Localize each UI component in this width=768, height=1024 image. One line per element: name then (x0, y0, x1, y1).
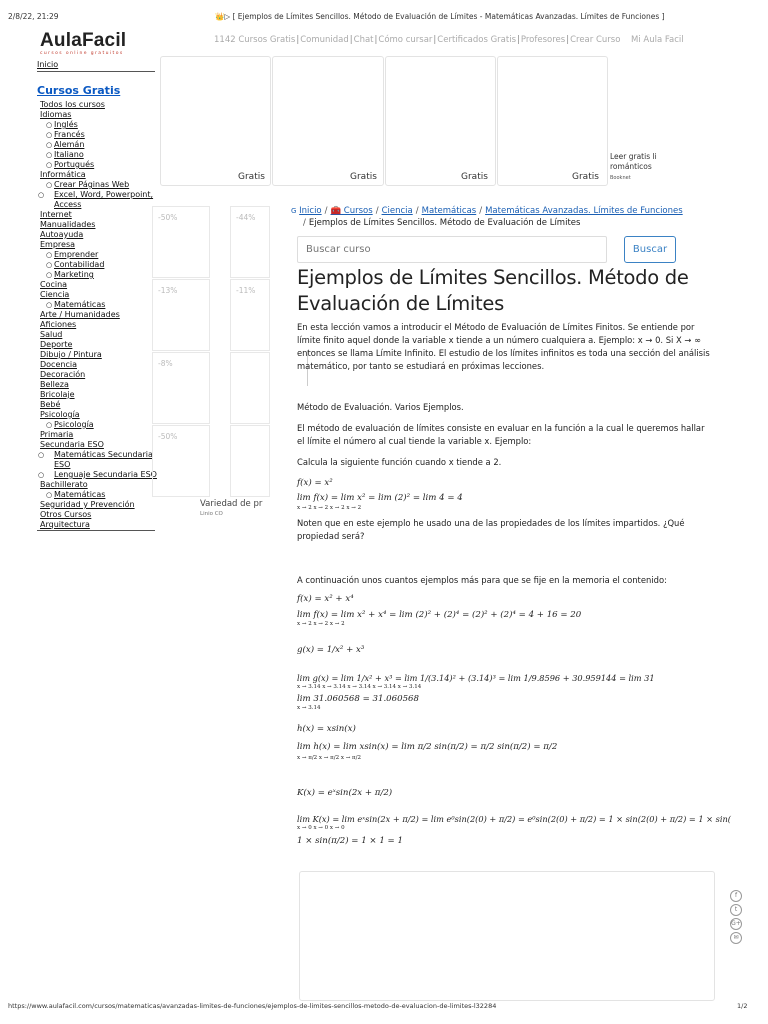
nav-my-account[interactable]: Mi Aula Facil (631, 35, 684, 45)
discount-label: -11% (236, 286, 256, 295)
example-3-subscript: x → 3.14 x → 3.14 x → 3.14 x → 3.14 x → 3.14 (297, 684, 422, 690)
discount-ad-grid[interactable] (152, 206, 270, 496)
search-input[interactable] (297, 236, 607, 263)
example-5-limit: lim K(x) = lim eˣsin(2x + π/2) = lim e⁰sin(2(0) + π/2) = e⁰sin(2(0) + π/2) = 1 × sin(2(0) + π/2) = 1 × sin( (297, 814, 731, 824)
sidebar-bachillerato[interactable]: Bachillerato (40, 480, 88, 489)
sidebar-subitem[interactable]: ○ Contabilidad (46, 260, 105, 269)
google-icon: G (291, 207, 297, 215)
sidebar-category[interactable]: Docencia (40, 360, 77, 369)
ad-free-label: Gratis (238, 172, 265, 182)
nav-create-course[interactable]: Crear Curso (570, 35, 621, 45)
example-5-continuation: 1 × sin(π/2) = 1 × 1 = 1 (297, 836, 403, 846)
ad-side-text[interactable]: Leer gratis li románticos (610, 152, 657, 171)
sidebar-computing[interactable]: Informática (40, 170, 86, 179)
sidebar-category[interactable]: Manualidades (40, 220, 96, 229)
example-5-function: K(x) = eˣsin(2x + π/2) (297, 788, 393, 798)
discount-cell[interactable] (230, 425, 270, 497)
discount-cell[interactable] (152, 425, 210, 497)
nav-community[interactable]: Comunidad (300, 35, 349, 45)
sidebar-home[interactable]: Inicio (37, 60, 155, 72)
ad-box[interactable] (385, 56, 496, 186)
example-4-limit: lim h(x) = lim xsin(x) = lim π/2 sin(π/2) = π/2 sin(π/2) = π/2 (297, 742, 558, 752)
print-tab-title: 👑▷ [ Ejemplos de Límites Sencillos. Método de Evaluación de Límites - Matemáticas Avanzadas. Límites de Funciones ] (215, 12, 665, 21)
discount-cell[interactable] (230, 279, 270, 351)
sidebar-subitem[interactable]: ○ Lenguaje Secundaria ESO (38, 470, 157, 479)
sidebar-subitem[interactable]: ○ Inglés (46, 120, 78, 129)
sidebar-subitem[interactable]: ○ Portugués (46, 160, 95, 169)
example-3-function: g(x) = 1/x² + x³ (297, 645, 365, 655)
sidebar-category[interactable]: Arte / Humanidades (40, 310, 120, 319)
example-4-function: h(x) = xsin(x) (297, 724, 356, 734)
print-date: 2/8/22, 21:29 (8, 12, 59, 21)
print-url: https://www.aulafacil.com/cursos/matematicas/avanzadas-limites-de-funciones/ejemplos-de-limites-sencillos-metodo-de-evaluacion-de-limites-l32284 (8, 1002, 497, 1010)
discount-label: -50% (158, 213, 178, 222)
sidebar-subitem[interactable]: ○ Marketing (46, 270, 94, 279)
site-logo[interactable] (40, 30, 126, 56)
example-3-limit: lim g(x) = lim 1/x² + x³ = lim 1/(3.14)² + (3.14)³ = lim 1/9.8596 + 30.959144 = lim 31 (297, 673, 655, 683)
sidebar-category[interactable]: Deporte (40, 340, 73, 349)
example-2-function: f(x) = x² + x⁴ (297, 594, 354, 604)
sidebar-category[interactable]: Empresa (40, 240, 76, 249)
nav-teachers[interactable]: Profesores (520, 35, 566, 45)
discount-label: -50% (158, 432, 178, 441)
sidebar-category[interactable]: Arquitectura (37, 520, 155, 531)
breadcrumb-home[interactable]: Inicio (299, 206, 322, 216)
sidebar-category[interactable]: Otros Cursos (40, 510, 92, 519)
breadcrumb-math[interactable]: Matemáticas (421, 206, 477, 216)
nav-chat[interactable]: Chat (353, 35, 374, 45)
page-title: Ejemplos de Límites Sencillos. Método de Evaluación de Límites (297, 266, 689, 315)
ad-side-source: Booknet (610, 175, 631, 181)
facebook-icon[interactable]: f (730, 890, 742, 902)
nav-how-to[interactable]: Cómo cursar (378, 35, 433, 45)
ad-box-bottom[interactable] (299, 871, 715, 1001)
sidebar-subitem[interactable]: ○ Crear Páginas Web (46, 180, 130, 189)
sidebar-category[interactable]: Decoración (40, 370, 86, 379)
example-1-function: f(x) = x² (297, 478, 333, 488)
logo-text: AulaFacil (40, 30, 127, 51)
sidebar-subitem[interactable]: ○ Psicología (46, 420, 94, 429)
sidebar-subitem[interactable]: ○ Emprender (46, 250, 99, 259)
discount-cell[interactable] (230, 206, 270, 278)
discount-cell[interactable] (152, 279, 210, 351)
breadcrumb: G Inicio / 🧰 Cursos / Ciencia / Matemáticas / Matemáticas Avanzadas. Límites de Funciones / Ejemplos de Límites Sencillos. Método de Evaluación de Límites (291, 206, 683, 228)
ad-free-label: Gratis (350, 172, 377, 182)
sidebar-category[interactable]: Aficiones (40, 320, 77, 329)
ad-free-label: Gratis (461, 172, 488, 182)
print-page-number: 1/2 (737, 1002, 748, 1010)
sidebar (37, 60, 157, 531)
google-plus-icon[interactable]: G+ (730, 918, 742, 930)
sidebar-category[interactable]: Salud (40, 330, 63, 339)
example-1-limit: lim f(x) = lim x² = lim (2)² = lim 4 = 4 (297, 493, 463, 503)
sidebar-category[interactable]: Bricolaje (40, 390, 75, 399)
sidebar-subitem[interactable]: ○ Italiano (46, 150, 84, 159)
discount-label: -44% (236, 213, 256, 222)
intro-paragraph: En esta lección vamos a introducir el Método de Evaluación de Límites Finitos. Se entiende por límite finito aquel donde la variable x tiende a un número cualquiera a. Ejemplo: x → 0. Si X → ∞ entonces se llama Límite Infinito. El estudio de los límites infinitos es toda una sección del análisis matemático, por tanto se estudiará en próximas lecciones. (297, 322, 710, 371)
sidebar-subitem[interactable]: ○ Alemán (46, 140, 85, 149)
breadcrumb-courses[interactable]: 🧰 Cursos (330, 206, 373, 216)
sidebar-category[interactable]: Internet (40, 210, 72, 219)
more-examples-text: A continuación unos cuantos ejemplos más para que se fije en la memoria el contenido: (297, 575, 667, 585)
example-3-continuation-subscript: x → 3.14 (297, 705, 321, 711)
sidebar-subitem[interactable]: ○ Matemáticas (46, 490, 106, 499)
sidebar-subitem[interactable]: ○ Excel, Word, Powerpoint, Access (38, 190, 154, 209)
sidebar-all-courses[interactable]: Todos los cursos (40, 100, 105, 109)
ad-variety-text[interactable]: Variedad de pr (200, 499, 263, 509)
ad-box[interactable] (497, 56, 608, 186)
sidebar-category[interactable]: Ciencia (40, 290, 70, 299)
nav-certificates[interactable]: Certificados Gratis (437, 35, 517, 45)
example-1-subscript: x → 2 x → 2 x → 2 x → 2 (297, 505, 362, 511)
sidebar-category[interactable]: Seguridad y Prevención (40, 500, 135, 509)
nav-free-courses[interactable]: 1142 Cursos Gratis (214, 35, 296, 45)
sidebar-primary[interactable]: Primaria (40, 430, 74, 439)
ad-box[interactable] (160, 56, 271, 186)
discount-cell[interactable] (230, 352, 270, 424)
sidebar-subitem[interactable]: ○ Matemáticas Secundaria ESO (38, 450, 153, 469)
method-description: El método de evaluación de límites consiste en evaluar en la función a la cual le queremos hallar el límite el número al cual tiende la variable x. Ejemplo: (297, 423, 705, 446)
sidebar-languages[interactable]: Idiomas (40, 110, 72, 119)
sidebar-category[interactable]: Belleza (40, 380, 69, 389)
sidebar-subitem[interactable]: ○ Francés (46, 130, 85, 139)
breadcrumb-current: Ejemplos de Límites Sencillos. Método de Evaluación de Límites (308, 218, 581, 228)
logo-tagline: cursos online gratuitos (40, 51, 124, 56)
breadcrumb-science[interactable]: Ciencia (381, 206, 413, 216)
email-icon[interactable]: ✉ (730, 932, 742, 944)
sidebar-secondary[interactable]: Secundaria ESO (40, 440, 104, 449)
discount-label: -8% (158, 359, 173, 368)
example-3-continuation: lim 31.060568 = 31.060568 (297, 694, 419, 704)
note-text: Noten que en este ejemplo he usado una de las propiedades de los límites impartidos. ¿Qué propiedad será? (297, 518, 685, 541)
example-4-subscript: x → π/2 x → π/2 x → π/2 (297, 755, 362, 761)
example-2-limit: lim f(x) = lim x² + x⁴ = lim (2)² + (2)⁴ = (2)² + (2)⁴ = 4 + 16 = 20 (297, 610, 582, 620)
discount-label: -13% (158, 286, 178, 295)
sidebar-category[interactable]: Autoayuda (40, 230, 84, 239)
breadcrumb-advanced-math[interactable]: Matemáticas Avanzadas. Límites de Funciones (485, 206, 683, 216)
ad-free-label: Gratis (572, 172, 599, 182)
sidebar-category[interactable]: Bebé (40, 400, 61, 409)
example-2-subscript: x → 2 x → 2 x → 2 (297, 621, 345, 627)
ad-variety-source: Linio CO (200, 511, 223, 517)
ad-box[interactable] (272, 56, 384, 186)
sidebar-category[interactable]: Psicología (40, 410, 80, 419)
method-heading: Método de Evaluación. Varios Ejemplos. (297, 402, 464, 412)
search-button[interactable]: Buscar (624, 236, 676, 263)
task-text: Calcula la siguiente función cuando x tiende a 2. (297, 457, 502, 467)
top-navigation: 1142 Cursos Gratis|Comunidad|Chat|Cómo cursar|Certificados Gratis|Profesores|Crear Curso (214, 35, 621, 45)
discount-cell[interactable] (152, 206, 210, 278)
sidebar-free-courses-title[interactable]: Cursos Gratis (37, 84, 121, 97)
twitter-icon[interactable]: t (730, 904, 742, 916)
example-5-subscript: x → 0 x → 0 x → 0 (297, 825, 345, 831)
sidebar-category[interactable]: Dibujo / Pintura (40, 350, 102, 359)
discount-cell[interactable] (152, 352, 210, 424)
sidebar-category[interactable]: Cocina (40, 280, 68, 289)
sidebar-subitem[interactable]: ○ Matemáticas (46, 300, 106, 309)
